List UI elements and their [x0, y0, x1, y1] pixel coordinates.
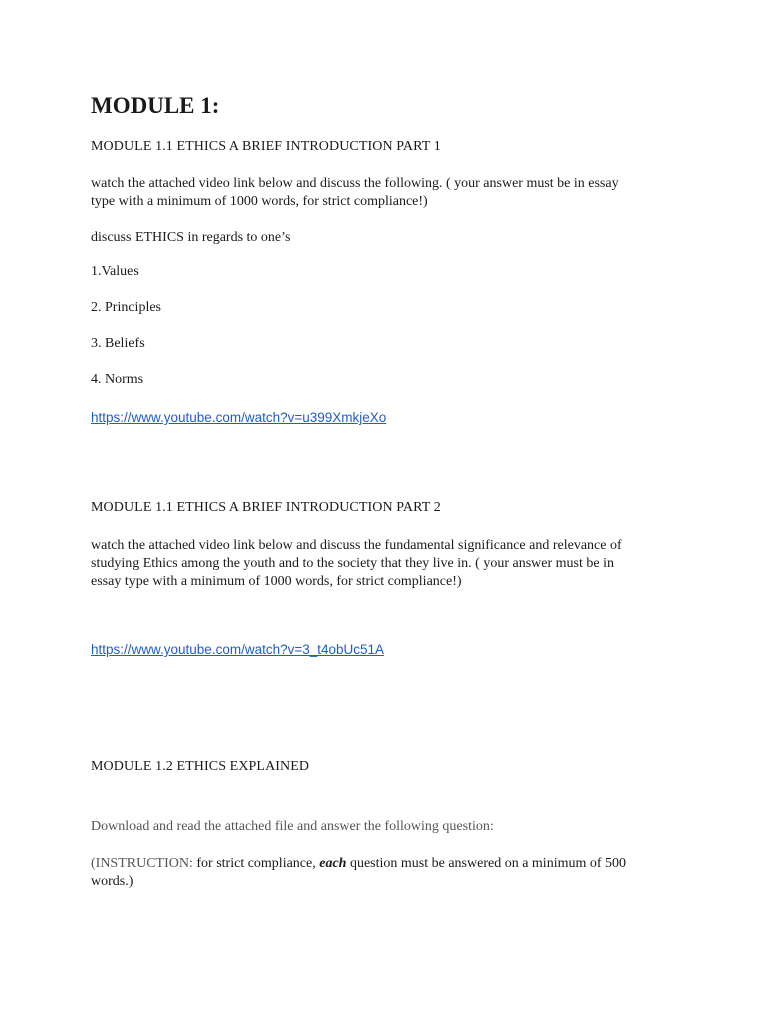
part2-heading: MODULE 1.1 ETHICS A BRIEF INTRODUCTION PART 2: [91, 500, 441, 515]
part2-instruction-line1: watch the attached video link below and discuss the fundamental significance and relevance of: [91, 538, 622, 553]
part1-item-principles: 2. Principles: [91, 300, 161, 315]
part3-note-line2: words.): [91, 874, 134, 889]
part1-instruction: [91, 175, 619, 211]
part2-instruction-line2: studying Ethics among the youth and to the society that they live in. ( your answer must be in: [91, 556, 614, 571]
part2-instruction: [91, 537, 622, 591]
part3-heading: MODULE 1.2 ETHICS EXPLAINED: [91, 759, 310, 774]
part3-download-text: Download and read the attached file and answer the following question:: [91, 819, 494, 834]
note-each-emphasis: each: [319, 856, 347, 871]
part3-note-line1: [91, 855, 626, 873]
part1-item-beliefs: 3. Beliefs: [91, 336, 145, 351]
part2-video-link[interactable]: https://www.youtube.com/watch?v=3_t4obUc51A: [91, 642, 385, 657]
part3-instruction-note: [91, 855, 626, 891]
note-end-text: question must be answered on a minimum of 500: [346, 856, 627, 871]
part1-instruction-line2: type with a minimum of 1000 words, for strict compliance!): [91, 194, 428, 209]
part2-instruction-line3: essay type with a minimum of 1000 words, for strict compliance!): [91, 574, 462, 589]
part1-item-values: 1.Values: [91, 264, 139, 279]
part1-video-link[interactable]: https://www.youtube.com/watch?v=u399XmkjeXo: [91, 410, 387, 425]
note-middle-text: for strict compliance,: [192, 856, 320, 871]
note-instruction-label: (INSTRUCTION:: [91, 856, 193, 871]
part1-prompt: discuss ETHICS in regards to one’s: [91, 230, 291, 245]
part1-item-norms: 4. Norms: [91, 372, 144, 387]
module-title: MODULE 1:: [91, 93, 220, 118]
part1-instruction-line1: watch the attached video link below and discuss the following. ( your answer must be in essay: [91, 176, 619, 191]
part1-heading: MODULE 1.1 ETHICS A BRIEF INTRODUCTION PART 1: [91, 139, 441, 154]
